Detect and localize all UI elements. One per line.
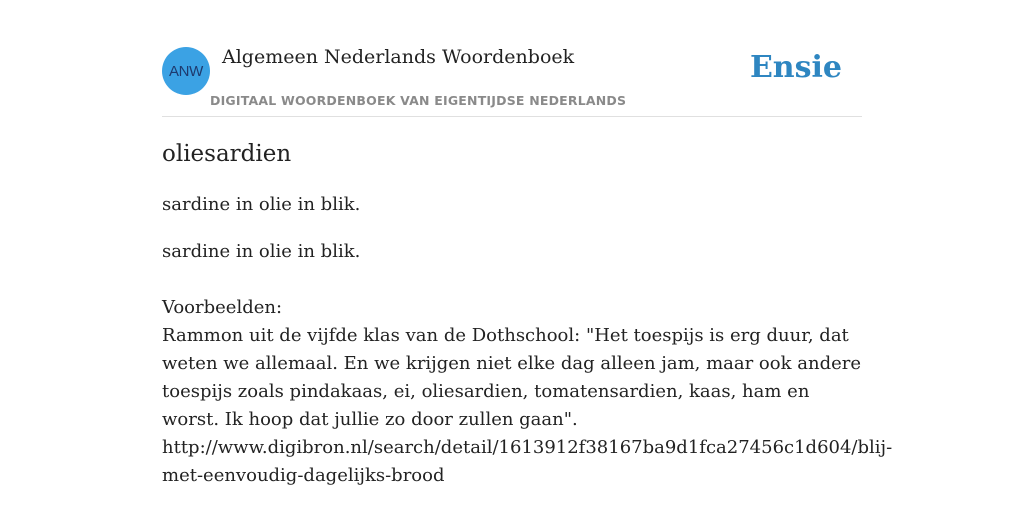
examples-section bbox=[162, 294, 893, 490]
source-url-line-1: http://www.digibron.nl/search/detail/1613912f38167ba9d1fca27456c1d604/blij- bbox=[162, 437, 893, 458]
source-url-line-2: met-eenvoudig-dagelijks-brood bbox=[162, 465, 445, 486]
ensie-brand-link[interactable]: Ensie bbox=[749, 50, 842, 85]
entry-content bbox=[162, 138, 893, 490]
site-subtitle: DIGITAAL WOORDENBOEK VAN EIGENTIJDSE NEDERLANDS bbox=[210, 93, 627, 108]
anw-logo[interactable] bbox=[162, 47, 210, 95]
site-title[interactable]: Algemeen Nederlands Woordenboek bbox=[222, 46, 575, 68]
example-text: Rammon uit de vijfde klas van de Dothschool: "Het toespijs is erg duur, dat weten we allemaal. En we krijgen niet elke dag alleen jam, maar ook andere toespijs zoals pindakaas, ei, oliesardien, tomatensardien, kaas, ham en worst. Ik hoop dat jullie zo door zullen gaan". bbox=[162, 325, 861, 430]
entry-definition: sardine in olie in blik. bbox=[162, 194, 361, 215]
site-header bbox=[162, 40, 862, 117]
examples-label: Voorbeelden: bbox=[162, 297, 283, 318]
entry-term: oliesardien bbox=[162, 141, 292, 167]
logo-text: ANW bbox=[168, 62, 204, 80]
entry-definition-repeat: sardine in olie in blik. bbox=[162, 241, 361, 262]
